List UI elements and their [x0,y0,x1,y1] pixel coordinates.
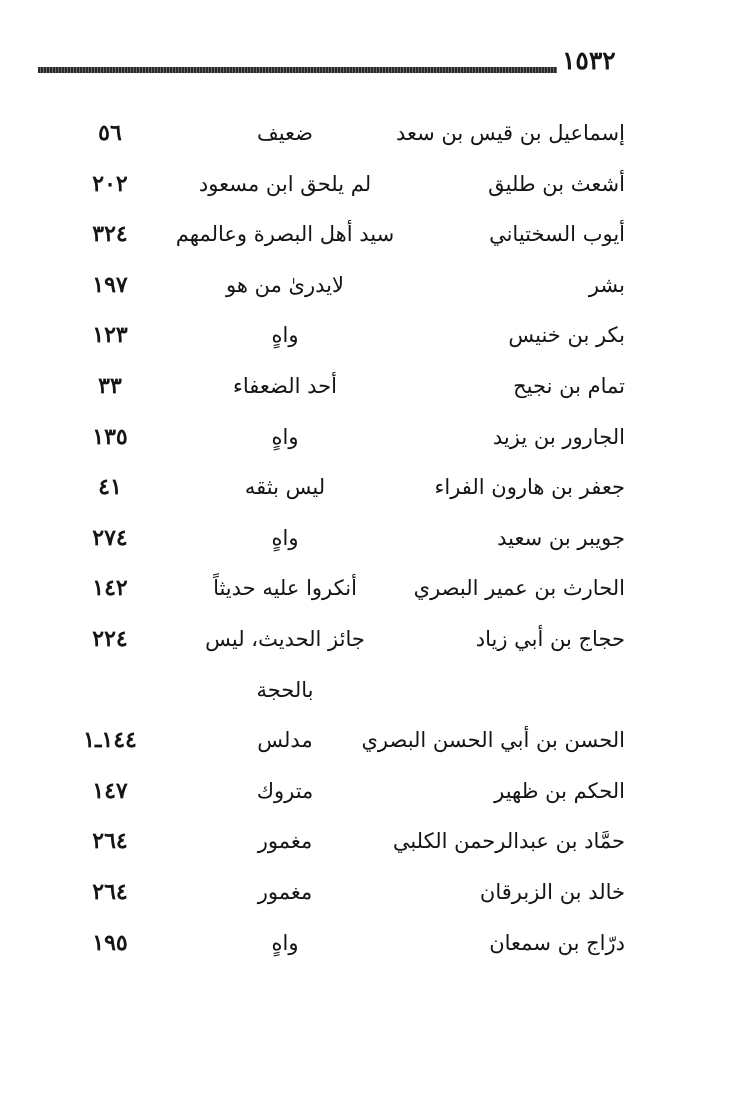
narrator-name: أيوب السختياني [489,222,625,247]
page-reference: ١٢٣ [92,322,128,349]
list-item [0,918,747,969]
narrator-name: حمَّاد بن عبدالرحمن الكلبي [392,829,625,854]
narrator-grade: ليس بثقه [244,475,326,500]
narrator-name: بكر بن خنيس [508,323,625,348]
narrator-grade: مدلس [257,728,313,753]
narrator-grade: مغمور [257,879,313,904]
narrator-grade: سيد أهل البصرة وعالمهم [175,222,395,247]
narrator-grade: مغمور [257,829,313,854]
list-item [0,766,747,817]
page-reference: ٣٣ [98,372,122,399]
list-item [0,513,747,564]
list-item [0,867,747,918]
narrator-grade: واهٍ [271,424,299,449]
narrator-name: تمام بن نجيح [513,373,625,398]
list-item [0,361,747,412]
page-reference: ١٩٥ [92,929,128,956]
list-item [0,412,747,463]
narrator-name: حجاج بن أبي زياد [475,626,625,651]
list-item [0,563,747,614]
narrator-name: بشر [588,272,625,297]
list-item [0,209,747,260]
list-item [0,462,747,513]
list-item [0,108,747,159]
page-reference: ٢٢٤ [92,625,128,652]
page-reference: ٢٧٤ [92,524,128,551]
narrator-grade: واهٍ [271,525,299,550]
narrator-name: خالد بن الزبرقان [479,879,625,904]
narrator-name: الحكم بن ظهير [494,778,625,803]
page-reference: ١٤٢ [92,575,128,602]
page-reference: ١٣٥ [92,423,128,450]
narrator-name [375,665,625,715]
page-reference: ١٤٧ [92,777,128,804]
list-item [0,159,747,210]
page-reference: ١٤٤ـ١ [83,727,137,754]
narrator-grade: أنكروا عليه حديثاً [213,576,357,601]
list-item [0,310,747,361]
narrator-name: الحسن بن أبي الحسن البصري [361,728,625,753]
header-rule [38,67,557,73]
narrator-name: جعفر بن هارون الفراء [434,475,625,500]
list-item [0,665,747,716]
page-reference: ٢٦٤ [92,828,128,855]
narrator-name: درّاج بن سمعان [489,930,625,955]
narrator-grade: أحد الضعفاء [233,373,337,398]
narrator-grade-continuation: بالحجة [256,677,314,702]
narrator-name: الجارور بن يزيد [492,424,625,449]
narrator-grade: لايدرىٰ من هو [226,272,344,297]
narrator-grade: ضعيف [256,121,314,145]
narrator-name: إسماعيل بن قيس بن سعد [395,121,625,145]
list-item [0,715,747,766]
narrator-grade: جائز الحديث، ليس [205,626,365,651]
narrator-name: جويبر بن سعيد [497,525,625,550]
page-reference: ١٩٧ [92,271,128,298]
narrator-list [0,108,747,968]
page-reference [60,665,160,715]
page-reference: ٢٠٢ [92,170,128,197]
narrator-grade: واهٍ [271,323,299,348]
list-item [0,816,747,867]
page-reference: ٤١ [98,474,122,501]
list-item [0,614,747,665]
narrator-grade: واهٍ [271,930,299,955]
narrator-name: أشعث بن طليق [488,171,625,196]
page-number: ١٥٣٢ [562,46,616,75]
page-reference: ٣٢٤ [92,221,128,248]
narrator-name: الحارث بن عمير البصري [413,576,625,601]
page-reference: ٢٦٤ [92,878,128,905]
list-item [0,260,747,311]
narrator-grade: لم يلحق ابن مسعود [198,171,372,196]
narrator-grade: متروك [256,778,314,803]
page-reference: ٥٦ [98,120,122,146]
